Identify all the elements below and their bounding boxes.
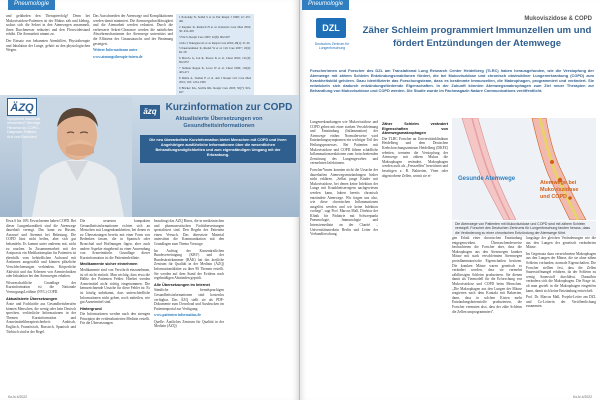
paragraph: Der Einsatz von bekannten Atemhilfen, Physiotherapie und Inhalation der Lunge, gehört zu den physiologischen Wegen.: [6, 38, 90, 53]
dzl-logo: [310, 18, 354, 60]
panel-subtitle: Aktualisierte Übersetzungen von Gesundheitsinformationen: [175, 116, 263, 129]
folio-right: KoJo 4/2022: [572, 395, 592, 399]
reference-item: 5 Kuerzenmaier K, Riedel W et al. Crit Care 2007; 10(2): R1-58: [179, 46, 251, 55]
left-bottom-column-3: [154, 219, 224, 397]
paragraph: Die TLRC Forscher an Universitätsklinikum Heidelberg und dem Deutschen Krebsforschungszentrum Heidelberg (DKFZ) rebetten, trennten die Verstopfung der Atemwege mit zähem Mukus die Makrophagen verändert. Makrophagen werden auch als „Fresszellen" bezeichnet und beseitigen z. B. Bakterien, Viren oder abgestorbene Zellen, womit sie ei-: [382, 136, 448, 178]
paragraph: Sämtliche fremdsprachigen Gesundheitsinformationen sind kostenlos verfügbar. Das ÄZQ stellt sie als PDF-Dokumente zum Download und Ausdrucken im Patientenportal zur Verfügung:: [154, 288, 224, 311]
article-title: Zäher Schleim programmiert Immunzellen um und fördert Entzündungen der Atemwege: [362, 25, 592, 49]
paragraph: Lungenerkrankungen wie Mukoviszidose und COPD gehen mit einer starken Verschleimung und Entzündung (Inflammation) der Atemwege einher. Normalerweise wird Entzündungssymptomen ein wichtiger Teil des Heilungsprozesses. Bei Patienten mit Mukoviszidose und COPD führen schädliche Inflammationsreaktionen zum fortschreitenden Zerstörung des Lungengewebes und vermehrten Infektionen.: [310, 120, 378, 166]
azq-logo: ÄZQ: [7, 98, 37, 116]
paragraph: gen Erhalt einer chronischen Entzündung entgegenwirken. Überraschenderweise beobachteten die Forscher aber, dass die Makrophagen aus den Atemwegen kranker Mäuse mit stark verschleimten Atemwegen proinflammatorische Eigenschaften besitzen. Die kranken Mäuse waren genetisch so verändert worden, dass sie vermehrt zähflüssigen Schleim produzieren. Sie dienen damit als Tiermodell für die Erforschung von Mukoviszidose und COPD beim Menschen. „Die Makrophagen aus den Lungen der Mäuse reagierten nach dem Kontakt mit Bakterien, dann, dass in solchen Kisten mehr Entzündungsbotenstoffe produzierten, die Forscher vermuten also, dass der zähe Schleim die Zellen umprogrammiert".: [452, 236, 522, 314]
article-lead: Forscherinnen und Forscher des DZL am Translational Lung Research Center Heidelberg (TLRC) haben herausgefunden, wie die Verstopfung der Atemwege mit zähem Schleim Entzündungsreaktionen fördert, die bei Mukoviszidose und chronisch obstruktiver Lungenerkrankung (COPD) zum Krankheitsbild gehören. Dazu identifizierte das Forschungsteam, dass es bestimmte Immunzellen, die Makrophagen, programmiert und verändert. Sie entwickeln sich dadurch entzündungsfördernde Eigenschaften. In der Zukunft könnten Atemwegsmakrophagen zum Ziel neuer Therapien zur Behandlung von Mukoviszidose und COPD werden. Die Studie wurde im Fachmagazin Nature Communications veröffentlicht.: [310, 68, 594, 94]
paragraph: Das Ausschneiden der Atemwege und Komplikationen werden damit minimiert. Die Atemwegsdurchlässigkeit und die Atemarbeit werden reduziert. Durch die verbesserte Sekret-Clearance werden die natürlichen Abwehrmechanismen der Atemwege unterstützt und die Effizienz des Gasaustauschs und der Beatmung gesteigert.: [93, 14, 173, 46]
paragraph: beauftragt das ÄZQ Büros, die in medizinischen und pharmazeutischen Fachübersetzungen spezialisiert sind. Den Regeln des Patienten einen Versuch. Das übersetzte Material unterstützt die Kommunikation mit den Grundlagen zum Thema Vorsorge.: [154, 219, 224, 246]
left-top-column-1: [6, 14, 90, 89]
info-label: Weitere Informationen unter: [93, 48, 138, 53]
azq-badge: äzq: [140, 105, 160, 119]
paragraph: lungslage der gleichen Veränderungen wie die aus den Lungen der genetisch veränderten Mäuse.: [526, 236, 596, 250]
reference-item: 7 Sumner Regan K, Lowe W et al. Chest 1999; 116(2): 463-471: [179, 66, 251, 74]
right-column-2: [382, 120, 448, 397]
running-head-right: Pneumologie: [302, 0, 349, 10]
subheading: Alle Übersetzungen im Internet: [154, 282, 210, 287]
panel-title: Kurzinformation zur COPD: [165, 102, 293, 113]
running-head-left: Pneumologie: [8, 0, 55, 10]
left-bottom-column-2: [80, 219, 150, 397]
panel-side-text: Symptome dauerhaft vermeiden? Wichtige Hinweise zu COPD – Diagnose, Risiken, Arzt und Rauchen!: [7, 117, 41, 139]
left-bottom-column-1: [6, 219, 76, 397]
paragraph: Medikamente sind von Verschrift einzunehmen, ist oft nicht einfach. Man wichtig, dass etwa die Hälfte der Patienten Fehler. Hierbei werden Arzneimittel nicht richtig eingenommen. Die kennzeichnende Ursache für diese Fehler ist: Es ist häufig unbekannt, dass unterschiedliche Informationen nicht geben, noch mitteilen, wie gut Arzneimittel sind.: [80, 267, 150, 305]
subheading: Medikamente sicher einnehmen: [80, 262, 138, 267]
reference-item: 9 Bricker KG, Seville RK. Respir Care 2003; 50(7): 919-927: [179, 85, 251, 94]
subheading: Zäher Schleim verändert Eigenschaften von Atemwegsmakrophagen: [382, 122, 448, 136]
reference-item: 3 Wu S. Respir Care 2007; 42(6): 602-607: [179, 34, 230, 39]
paragraph: Die Informationen werden nach den strengen Prinzipien der evidenzbasierten Medizin erstellt. Für die Übersetzungen: [80, 312, 150, 326]
reference-item: 2 Kappler K, Rantsch H et al. Intensive Care Med 2004; 30: 452-458: [179, 24, 251, 33]
figure-label-healthy-text: Gesunde Atemwege: [458, 176, 516, 182]
paragraph: Im Auftrag der Kassenärztlichen Bundesvereinigung (KBV) und der Bundesärztekammer (BÄK) hat das ärztliche Zentrum für Qualität in der Medizin (ÄZQ) Informationsblätter zu über 90 Themen erstellt. Sie werden auf dem Stand der Evidenz nach regelmäßigen Abständen geprüft.: [154, 248, 224, 281]
dzl-logo-caption: Deutsches Zentrum für Lungenforschung: [314, 42, 350, 51]
paragraph: Wissenschaftliche Grundlage der Kurzinformation ist die Nationale VersorgungsLeitlinie (NVL) COPD.: [6, 280, 76, 294]
paragraph: Ärzte und Fachkräfte aus Gesundheitsberufen können Menschen, die wenig oder kein Deutsch sprechen, verlässliche Informationen in der Themen Kurzinformation und Arzneimitteltherapiesicherheit: Arabisch, Englisch, Französisch, Russisch, Spanisch und Türkisch sind in der Regel.: [6, 302, 76, 334]
reference-item: 6 Maccio G, Ion R, Preece K et al. Chest 2002; 121(3): 852-857: [179, 56, 251, 65]
reference-item: 8 Dalitz A, Tremel E et al. Am J Respir Crit Care Med 2001; 163: 1254-1309: [179, 75, 251, 84]
figure-label-cf-line1: Atemwege bei: [540, 180, 577, 186]
source-note: Quelle: Ärztliches Zentrum für Qualität in der Medizin (ÄZQ): [154, 319, 224, 329]
right-column-4: [526, 236, 596, 397]
airway-illustration: [452, 118, 596, 220]
paragraph: und gefährden den Therapieerfolg? Denn bei Mukoviszidose-Patienten ist der Mukus zäh und klebrig, sodass sich die Sekret in den Atemwegen ansammelt, ihren Durchmesser reduziert und den Flowwiderstand erhöht. Die Atemarbeit nimmt zu.: [6, 14, 90, 37]
figure-label-healthy: [458, 176, 516, 182]
reference-item: 4 Ota J, Nakagawa K et al. Respir Care 2004; 48(1): 31-36: [179, 40, 250, 45]
subheading: Aktualisierte Übersetzungen: [6, 296, 58, 301]
section-tag: Mukoviszidose & COPD: [524, 16, 592, 22]
figure-label-cf-line3: und COPD: [540, 194, 567, 200]
paragraph: Etwa 6 bis 10% Erwachsenen haben COPD. Bei dieser Lungenkrankheit sind die Atemwege dauerhaft verengt. Das kann zu Husten, Auswurf und Atemnot bei Belastung. Die COPD lässt nicht heilen, aber sich gut behandeln. Es kommt unter anderem mit, nicht zu rauchen. In Zusammenarbeit mit der Arztpraxis ein Medikationsplan für Patienten ist ebenfalls vom behördlichen Aufwand mit Ärztinnen ausgewählt und können plötzliche Verschlechterungen verhindern. Körperliche Aktivität und das Erlernen von Atemtechniken oder Inhalation bei den Atemwegen erhalten.: [6, 219, 76, 279]
dzl-logo-mark: DZL: [316, 18, 346, 38]
right-column-3: [452, 236, 522, 397]
copd-info-panel: [0, 95, 300, 217]
subheading: Hintergrund: [80, 306, 102, 311]
figure-caption: Die Atemwege von Patienten mit Mukoviszidose und COPD sind mit zähem Schleim verstopft. Forscher des Deutschen Zentrums für Lungenforschung fanden heraus, dass die Veränderung zu einer chronischen Entzündung der Atemwege führt.: [452, 221, 596, 236]
panel-teaser-box: Die neu überarbeitete Kurzinformation bietet Menschen mit COPD und ihren Angehörigen ausführliche Informationen über die wesentlichen Behandlungsmöglichkeiten und zum eigenständigen Umgang mit der Erkrankung.: [140, 135, 296, 163]
left-top-column-2: [93, 14, 173, 89]
folio-left: KoJo 4/2022: [8, 395, 28, 399]
reference-item: 1 Podolsky N, Seidel S et al. Eur Respir J 1998; 12: 457-461: [179, 15, 251, 23]
paragraph: Forscher*innen konnten nicht die Ursache der dauerhaften Atemwegsentzündungen bisher nicht erklären. „Selbst junge Kinder mit Mukoviszidose, bei denen keine Infektion der Lunge mit Krankheitserregern nachgewiesen werden kann, haben bereits chronisch entzündete Atemwege. Wir fragen uns also, wie diese chronischen Inflammationen ausgelöst werden und wir keine Infektion vorliegt", sagt Prof. Marcus Mall, Direktor der Klinik für Pädiatrie mit Schwerpunkt Pneumologie, Immunologie und Intensivmedizin an der Charité – Universitätsmedizin Berlin und Leiter der Verbundforschung.: [310, 167, 378, 237]
patient-info-link[interactable]: www.patienten-information.de: [154, 313, 201, 318]
paragraph: Prof. Dr. Marcus Mall, Projekt-Leiter am DZL und Co-Leiterin der Veröffentlichung zusammen.: [526, 295, 596, 309]
right-column-1: [310, 120, 378, 397]
info-link[interactable]: www.atmungstherapie-intern.de: [93, 54, 143, 59]
paragraph: Die neuesten kompakten Gesundheitsinformationen richten sich an Menschen mit Lungenkrankheiten, bei denen es zu Übersetzungen bereits mit einer Form von Bedenken fassen, die in Spanisch oder Bronchial und Hoffnungen fügen, aber auch andere Aspekte eingehend zu einer Anwendung von Arzneimitteln. Grundlage dieser Kurzinformation ist die Patientenleitlinie.: [80, 219, 150, 260]
paragraph: Im Gegensatz dazu verzeichneten Makrophagen aus den Lungen der Mäuse, die sie ohne zähen Schleim vorfanden, normale Eigenschaften. Die Forscher stellten fest, dass die Zellen Sauerstoffmangel erfahren, da der Schleim zu wenig Sauerstoff durchlässt. Daraufhin verändern sich die Makrophagen. Die Frage ist, ob man gezielt in die Makrophagen eingreifen kann, damit sich keine Entzündung entwickelt.: [526, 251, 596, 293]
figure-label-cf-line2: Mukoviszidose: [540, 187, 579, 193]
left-bottom-column-4: [228, 219, 296, 397]
coughing-man-photo: [22, 97, 132, 217]
right-page: [300, 0, 600, 400]
